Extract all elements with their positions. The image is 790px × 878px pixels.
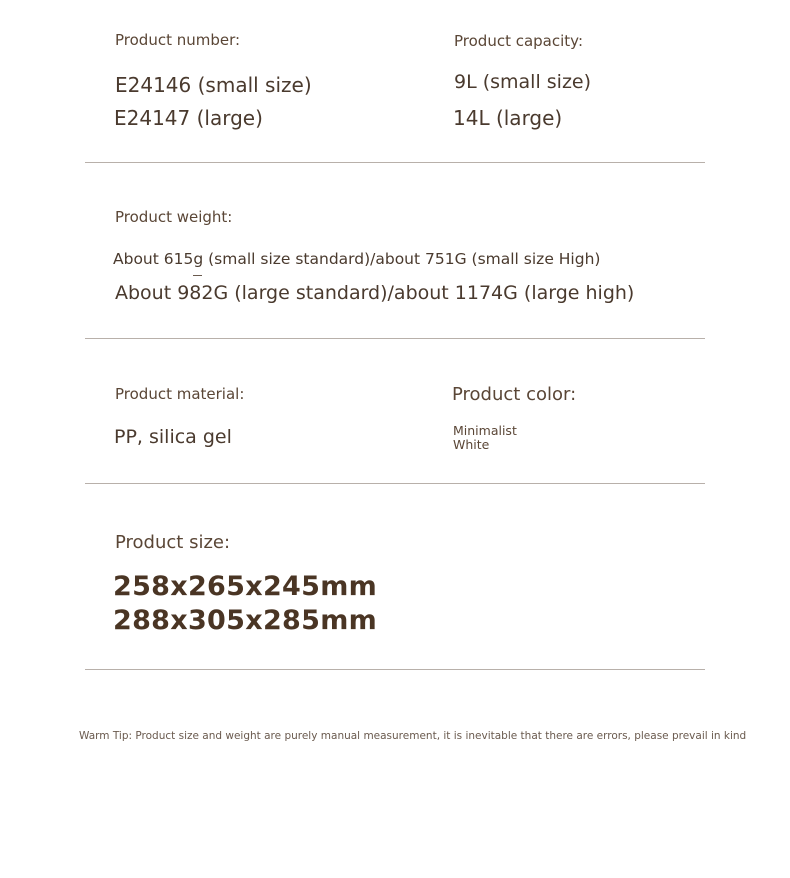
warm-tip-text: Warm Tip: Product size and weight are purely manual measurement, it is inevitable that there are errors, please prevail in kind <box>79 730 747 742</box>
section-divider <box>85 162 705 163</box>
product-weight-value-1: About 615g (small size standard)/about 751G (small size High) <box>113 250 601 268</box>
section-divider <box>85 669 705 670</box>
product-weight-label: Product weight: <box>115 208 233 226</box>
product-capacity-value-1: 9L (small size) <box>454 71 592 93</box>
product-material-value: PP, silica gel <box>114 426 232 448</box>
product-capacity-label: Product capacity: <box>454 32 584 50</box>
product-color-value-2: White <box>453 437 490 452</box>
product-number-label: Product number: <box>115 31 241 49</box>
section-divider <box>85 338 705 339</box>
product-number-value-1: E24146 (small size) <box>115 73 312 97</box>
section-divider <box>85 483 705 484</box>
decorative-dash <box>193 275 202 276</box>
product-capacity-value-2: 14L (large) <box>453 106 563 130</box>
product-size-value-2: 288x305x285mm <box>113 605 378 636</box>
product-number-value-2: E24147 (large) <box>114 106 263 130</box>
product-size-value-1: 258x265x245mm <box>113 571 378 602</box>
product-color-value-1: Minimalist <box>453 423 517 438</box>
product-weight-value-2: About 982G (large standard)/about 1174G (large high) <box>115 282 635 304</box>
product-material-label: Product material: <box>115 385 245 403</box>
product-size-label: Product size: <box>115 532 231 553</box>
product-color-label: Product color: <box>452 384 577 405</box>
